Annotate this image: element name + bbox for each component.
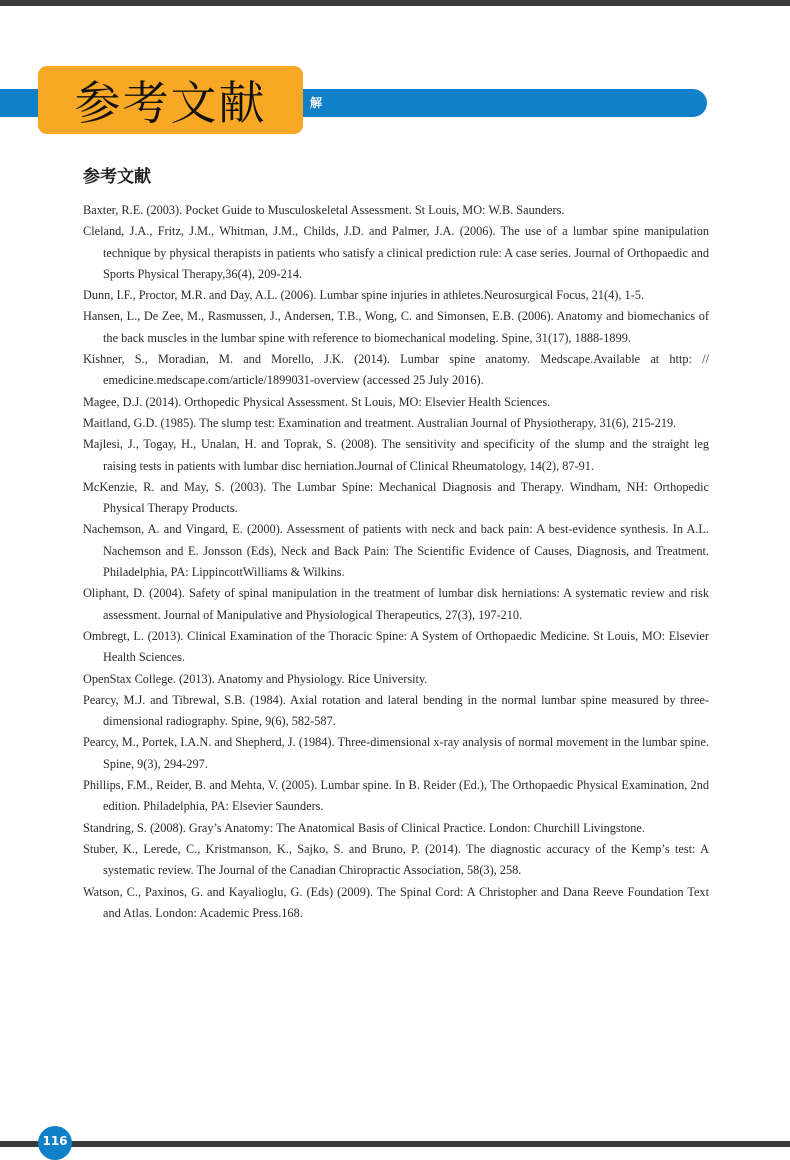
reference-item: Baxter, R.E. (2003). Pocket Guide to Musculoskeletal Assessment. St Louis, MO: W.B. Saunders. xyxy=(83,203,565,217)
reference-item: Pearcy, M.J. and Tibrewal, S.B. (1984). Axial rotation and lateral bending in the normal lumbar spine measured by three-dimensional radiography. Spine, 9(6), 582-587. xyxy=(83,692,709,729)
reference-item: OpenStax College. (2013). Anatomy and Physiology. Rice University. xyxy=(83,671,428,686)
reference-item: Magee, D.J. (2014). Orthopedic Physical Assessment. St Louis, MO: Elsevier Health Sciences. xyxy=(83,394,551,409)
reference-item: Ombregt, L. (2013). Clinical Examination of the Thoracic Spine: A System of Orthopaedic Medicine. St Louis, MO: Elsevier Health Sciences. xyxy=(83,628,709,665)
reference-item: Hansen, L., De Zee, M., Rasmussen, J., Andersen, T.B., Wong, C. and Simonsen, E.B. (2006). Anatomy and biomechanics of the back muscles in the lumbar spine with reference to biomechanical modeling. Spine, 31(17), 1888-1899. xyxy=(83,309,709,345)
reference-item: Watson, C., Paxinos, G. and Kayalioglu, G. (Eds) (2009). The Spinal Cord: A Christopher and Dana Reeve Foundation Text and Atlas. London: Academic Press.168. xyxy=(83,884,709,920)
reference-item: Pearcy, M., Portek, I.A.N. and Shepherd, J. (1984). Three-dimensional x-ray analysis of normal movement in the lumbar spine. Spine, 9(3), 294-297. xyxy=(83,735,709,771)
reference-item: McKenzie, R. and May, S. (2003). The Lumbar Spine: Mechanical Diagnosis and Therapy. Windham, NH: Orthopedic Physical Therapy Products. xyxy=(83,479,709,516)
reference-item: Dunn, I.F., Proctor, M.R. and Day, A.L. (2006). Lumbar spine injuries in athletes.Neurosurgical Focus, 21(4), 1-5. xyxy=(83,288,645,303)
overlay-title-label xyxy=(38,66,303,134)
overlay-title-text: 参考文献 xyxy=(74,76,267,130)
reference-item: Stuber, K., Lerede, C., Kristmanson, K., Sajko, S. and Bruno, P. (2014). The diagnostic accuracy of the Kemp’s test: A systematic review. The Journal of the Canadian Chiropractic Association, 58(3), 258. xyxy=(83,841,709,878)
reference-item: Maitland, G.D. (1985). The slump test: Examination and treatment. Australian Journal of Physiotherapy, 31(6), 215-219. xyxy=(83,415,677,430)
reference-item: Phillips, F.M., Reider, B. and Mehta, V. (2005). Lumbar spine. In B. Reider (Ed.), The Orthopaedic Physical Examination, 2nd edition. Philadelphia, PA: Elsevier Saunders. xyxy=(83,778,709,814)
reference-item: Cleland, J.A., Fritz, J.M., Whitman, J.M., Childs, J.D. and Palmer, J.A. (2006). The use of a lumbar spine manipulation technique by physical therapists in patients who satisfy a clinical prediction rule: A case series. Journal of Orthopaedic and Sports Physical Therapy,36(4), 209-214. xyxy=(83,224,709,281)
reference-list xyxy=(83,200,709,924)
page-number-badge: 116 xyxy=(38,1126,72,1160)
reference-item: Nachemson, A. and Vingard, E. (2000). Assessment of patients with neck and back pain: A best-evidence synthesis. In A.L. Nachemson and E. Jonsson (Eds), Neck and Back Pain: The Scientific Evidence of Causes, Diagnosis, and Treatment. Philadelphia, PA: LippincottWilliams & Wilkins. xyxy=(83,522,709,580)
section-title: 参考文献 xyxy=(83,167,151,187)
reference-item: Standring, S. (2008). Gray’s Anatomy: The Anatomical Basis of Clinical Practice. London: Churchill Livingstone. xyxy=(83,820,645,835)
reference-item: Kishner, S., Moradian, M. and Morello, J.K. (2014). Lumbar spine anatomy. Medscape.Available at http: // emedicine.medscape.com/article/1899031-overview (accessed 25 July 2016). xyxy=(83,352,709,388)
bottom-rule xyxy=(0,1141,790,1147)
top-rule xyxy=(0,0,790,6)
reference-item: Oliphant, D. (2004). Safety of spinal manipulation in the treatment of lumbar disk herniations: A systematic review and risk assessment. Journal of Manipulative and Physiological Therapeutics, 27(3), 197-210. xyxy=(83,586,709,622)
banner-text: 解 xyxy=(310,96,323,110)
reference-item: Majlesi, J., Togay, H., Unalan, H. and Toprak, S. (2008). The sensitivity and specificity of the slump and the straight leg raising tests in patients with lumbar disc herniation.Journal of Clinical Rheumatology, 14(2), 87-91. xyxy=(83,437,709,473)
